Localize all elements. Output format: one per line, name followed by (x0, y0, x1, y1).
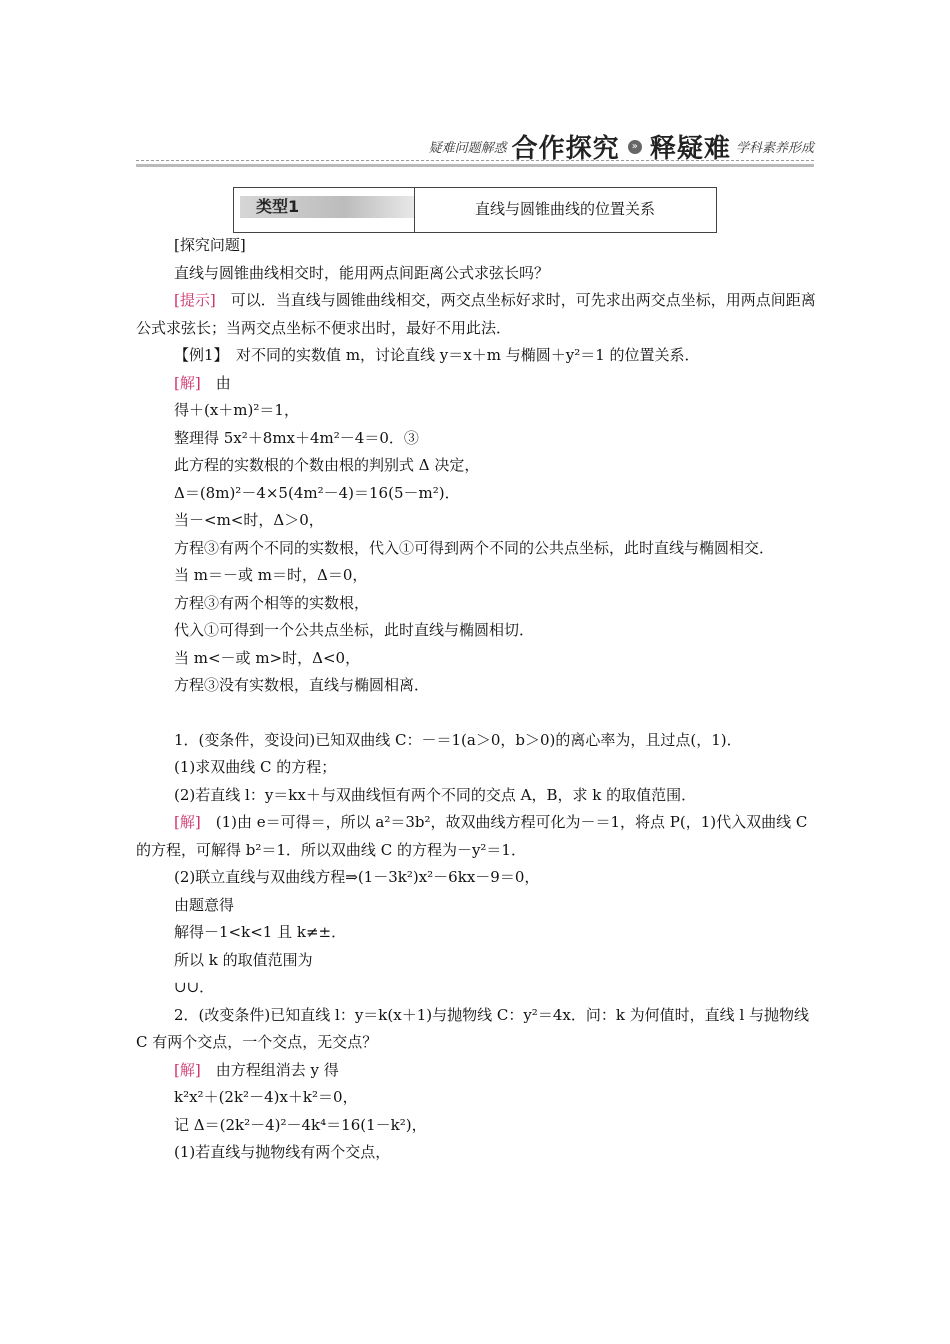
line-text: 代入①可得到一个公共点坐标，此时直线与椭圆相切． (174, 621, 535, 639)
line-text: 当 m＝－或 m＝时，Δ＝0， (174, 566, 368, 584)
line-text: 此方程的实数根的个数由根的判别式 Δ 决定， (174, 456, 480, 474)
section-banner (136, 126, 814, 170)
text-line (136, 754, 816, 782)
banner-left-subtitle: 疑难问题解惑 (428, 141, 507, 156)
line-text: Δ＝(8m)²－4×5(4m²－4)＝16(5－m²)． (174, 483, 460, 502)
line-text: [探究问题] (174, 236, 246, 254)
text-line (136, 672, 816, 700)
line-text: 由 (200, 373, 231, 392)
type-heading-box (233, 187, 717, 233)
line-text: (1)若直线与抛物线有两个交点， (174, 1143, 391, 1161)
line-text: (2)联立直线与双曲线方程⇒(1－3k²)x²－6kx－9＝0， (174, 868, 540, 886)
line-text: (1)由 e＝可得＝，所以 a²＝3b²，故双曲线方程可化为－＝1，将点 P(，1)代入双曲线 C 的方程，可解得 b²＝1．所以双曲线 C 的方程为－y²＝1． (136, 813, 808, 859)
text-line (136, 1112, 816, 1140)
banner-main-right: 释疑难 (649, 134, 731, 164)
line-text: 【例1】 对不同的实数值 m，讨论直线 y＝x＋m 与椭圆＋y²＝1 的位置关系． (174, 346, 700, 364)
text-line (136, 260, 816, 288)
text-line (136, 1057, 816, 1085)
text-line (136, 1084, 816, 1112)
line-text: 所以 k 的取值范围为 (174, 950, 313, 969)
line-text: 记 Δ＝(2k²－4)²－4k⁴＝16(1－k²)， (174, 1115, 427, 1134)
line-text: 整理得 5x²＋8mx＋4m²－4＝0．③ (174, 428, 419, 447)
text-line (136, 1139, 816, 1167)
text-line (136, 1002, 816, 1057)
text-line (136, 425, 816, 453)
line-text: 1．(变条件，变设问)已知双曲线 C：－＝1(a＞0，b＞0)的离心率为，且过点(，1)． (174, 730, 742, 749)
line-text: 2．(改变条件)已知直线 l：y＝k(x＋1)与抛物线 C：y²＝4x．问：k 为何值时，直线 l 与抛物线 C 有两个交点，一个交点，无交点？ (136, 1005, 810, 1051)
line-text: 得＋(x＋m)²＝1， (174, 401, 299, 419)
text-line (136, 947, 816, 975)
solution-marker: [解] (174, 373, 201, 392)
arrow-icon: » (628, 140, 642, 154)
line-text: (2)若直线 l：y＝kx＋与双曲线恒有两个不同的交点 A，B，求 k 的取值范围． (174, 785, 697, 804)
text-line (136, 974, 816, 1002)
line-text: 可以．当直线与圆锥曲线相交，两交点坐标好求时，可先求出两交点坐标，用两点间距离公式求弦长；当两交点坐标不便求出时，最好不用此法． (136, 291, 816, 337)
banner-main-left: 合作探究 (511, 134, 620, 164)
line-text: 直线与圆锥曲线相交时，能用两点间距离公式求弦长吗？ (174, 263, 550, 282)
line-text: k²x²＋(2k²－4)x＋k²＝0， (174, 1088, 358, 1106)
solution-marker: [解] (174, 813, 201, 831)
text-line (136, 645, 816, 673)
text-line (136, 864, 816, 892)
type-tag (240, 196, 414, 218)
document-body (136, 232, 816, 1167)
line-text: 由方程组消去 y 得 (200, 1060, 339, 1079)
solution-marker: [提示] (174, 291, 216, 309)
text-line (136, 809, 816, 864)
solution-marker: [解] (174, 1060, 201, 1079)
text-line (136, 452, 816, 480)
text-line (136, 342, 816, 370)
line-text: 方程③没有实数根，直线与椭圆相离． (174, 676, 430, 694)
line-text: 当－<m<时，Δ＞0， (174, 511, 324, 529)
banner-right-subtitle: 学科素养形成 (735, 141, 814, 156)
line-text: 当 m<－或 m>时，Δ<0， (174, 648, 361, 667)
text-line (136, 617, 816, 645)
line-text: 方程③有两个相等的实数根， (174, 593, 370, 612)
text-line (136, 232, 816, 260)
banner-solid-rule (136, 164, 814, 167)
text-line (136, 370, 816, 398)
banner-dashed-rule (136, 160, 814, 161)
text-line (136, 562, 816, 590)
type-title: 直线与圆锥曲线的位置关系 (474, 200, 655, 218)
text-line (136, 727, 816, 755)
line-text: 由题意得 (174, 895, 235, 914)
text-line (136, 397, 816, 425)
type-tag-label: 类型1 (256, 197, 300, 216)
text-line (136, 892, 816, 920)
text-line (136, 535, 816, 563)
text-line (136, 782, 816, 810)
text-line (136, 507, 816, 535)
line-text: 方程③有两个不同的实数根，代入①可得到两个不同的公共点坐标，此时直线与椭圆相交． (174, 538, 775, 557)
text-line (136, 480, 816, 508)
line-text: ∪∪． (174, 978, 215, 996)
text-line (136, 287, 816, 342)
line-text: 解得－1<k<1 且 k≠±． (174, 923, 347, 941)
line-text: (1)求双曲线 C 的方程； (174, 758, 337, 776)
text-line (136, 590, 816, 618)
text-line (136, 919, 816, 947)
